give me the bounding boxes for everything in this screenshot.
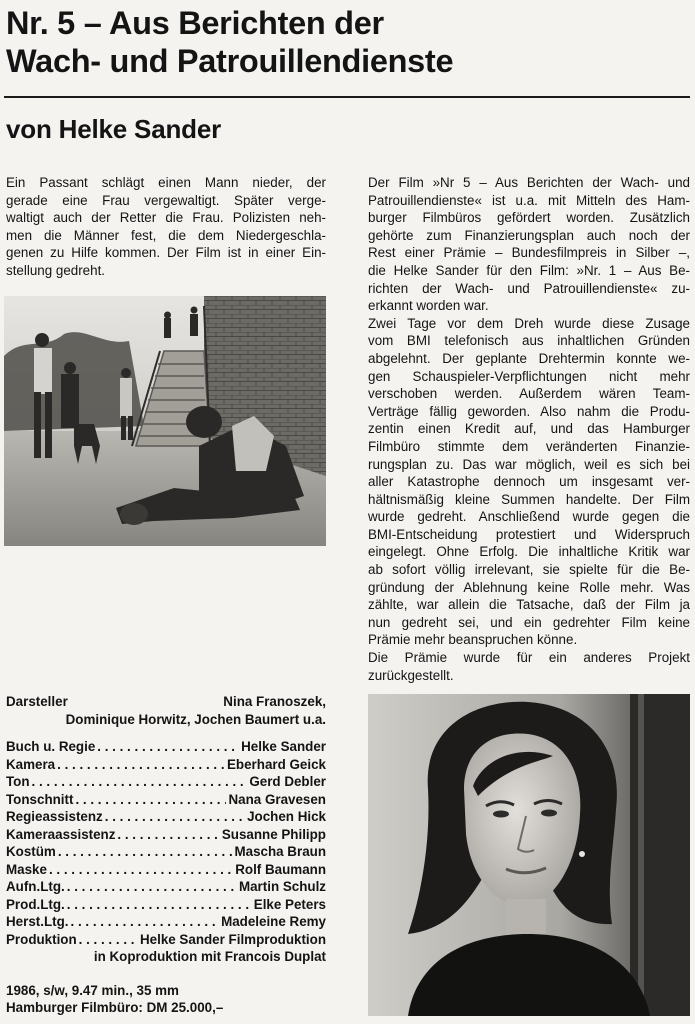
leader-dots: [67, 878, 237, 896]
body-line: richten der Wach- und Patrouillendienste« zu-: [368, 280, 690, 296]
synopsis-line: genen zu Hilfe kommen. Der Film ist in einer Ein-: [6, 245, 326, 261]
body-line: gen Schauspieler-Verpflichtungen nicht mehr: [368, 368, 690, 384]
credit-row: [6, 791, 326, 809]
leader-dots: [117, 826, 219, 844]
credit-row: [6, 738, 326, 756]
credit-row: [6, 948, 326, 966]
cast-row: [6, 711, 326, 729]
cast-row: [6, 693, 326, 711]
leader-dots: [75, 791, 226, 809]
credit-name: Jochen Hick: [247, 809, 326, 824]
body-line: rungsplan zu. Das war möglich, weil es sich bei: [368, 456, 690, 472]
credit-role: Kameraassistenz: [6, 826, 116, 842]
leader-dots: [58, 843, 233, 861]
funding-line: Hamburger Filmbüro: DM 25.000,–: [6, 1000, 224, 1015]
body-line: Zwei Tage vor dem Dreh wurde diese Zusage: [368, 315, 690, 331]
body-text: [368, 174, 690, 684]
body-line: hältnismäßig kleine Summen handelte. Der Film: [368, 491, 690, 507]
body-line: die Helke Sander für den Film: »Nr. 1 – Aus Be-: [368, 262, 690, 278]
credit-name: Mascha Braun: [234, 844, 326, 859]
body-line: vom BMI telefonisch aus inhaltlichen Gründen: [368, 333, 690, 349]
portrait-photo: [368, 694, 690, 1016]
credit-name: Rolf Baumann: [235, 861, 326, 877]
credit-row: [6, 878, 326, 896]
credit-role: Aufn.Ltg.: [6, 879, 65, 894]
leader-dots: [67, 896, 252, 914]
credit-name: Nana Gravesen: [228, 791, 326, 807]
body-line: gehörte zum Finanzierungsplan auch noch der: [368, 227, 690, 243]
portrait-illustration: [368, 694, 690, 1016]
credit-row: [6, 843, 326, 861]
leader-dots: [32, 773, 248, 791]
synopsis-line: waltigt auch der Retter die Frau. Polizisten neh-: [6, 210, 326, 226]
body-line: wurde gedreht. Anschließend wurde gegen die: [368, 509, 690, 525]
credit-role: Prod.Ltg.: [6, 896, 65, 912]
credit-name: Elke Peters: [253, 896, 326, 912]
credit-row: [6, 756, 326, 774]
leader-dots: [79, 931, 138, 949]
film-still-photo: [4, 296, 326, 546]
leader-dots: [105, 808, 245, 826]
film-still-illustration: [4, 296, 326, 546]
cast-label: Darsteller: [6, 694, 68, 709]
body-line: ab sofort völlig irrelevant, sie spielte für die Be-: [368, 562, 690, 578]
body-line: Prämie mehr beanspruchen könne.: [368, 632, 578, 648]
credit-row: [6, 808, 326, 826]
cast-names: Dominique Horwitz, Jochen Baumert u.a.: [65, 711, 326, 727]
author-byline: von Helke Sander: [6, 114, 221, 144]
body-line: Der Film »Nr 5 – Aus Berichten der Wach- und: [368, 175, 690, 190]
credit-name: Helke Sander: [241, 739, 326, 754]
synopsis-line: men die Männer fest, die dem Niedergeschla-: [6, 227, 326, 243]
synopsis-line: stellung gedreht.: [6, 262, 106, 278]
body-line: Patrouillendienste« ist u.a. mit Mitteln des Ham-: [368, 192, 690, 208]
body-line: Filmbüro stimmte dem veränderten Finanzie-: [368, 438, 690, 454]
credit-row: [6, 826, 326, 844]
credit-name: Helke Sander Filmproduktion: [139, 931, 326, 947]
synopsis-line: Ein Passant schlägt einen Mann nieder, der: [6, 175, 326, 190]
credit-name: Martin Schulz: [238, 879, 326, 894]
title-line: Nr. 5 – Aus Berichten der: [6, 5, 384, 41]
body-line: eingelegt. Ohne Erfolg. Die inhaltliche Kritik war: [368, 544, 690, 560]
body-line: verschoben werden. Außerdem wären Team-: [368, 386, 690, 402]
credit-row: [6, 773, 326, 791]
credit-row: [6, 896, 326, 914]
body-line: Verträge fällig geworden. Also nahm die Produ-: [368, 403, 690, 419]
credit-role: Kamera: [6, 756, 56, 772]
credit-name: Eberhard Geick: [227, 756, 326, 772]
credit-row: [6, 931, 326, 949]
credit-row: [6, 861, 326, 879]
credit-role: Buch u. Regie: [6, 739, 96, 754]
leader-dots: [49, 861, 233, 879]
body-line: gründung der Ablehnung keine Rolle mehr. Was: [368, 579, 690, 595]
leader-dots: [97, 738, 239, 756]
credit-name: Madeleine Remy: [221, 914, 326, 929]
title-line: Wach- und Patrouillendienste: [6, 43, 454, 79]
synopsis: [6, 174, 326, 280]
credit-name: Susanne Philipp: [221, 826, 326, 842]
leader-dots: [57, 756, 225, 774]
synopsis-line: gerade eine Frau vergewaltigt. Später verge-: [6, 192, 326, 208]
body-line: zählte, war allein die Tatsache, daß der Film ja: [368, 597, 690, 613]
body-line: nun gedreht sei, und ein gedrehter Film keine: [368, 614, 690, 630]
body-line: zurückgestellt.: [368, 667, 454, 683]
cast-names: Nina Franoszek,: [223, 694, 326, 709]
title-divider: [4, 96, 690, 98]
credit-role: Produktion: [6, 931, 77, 947]
film-facts-line: 1986, s/w, 9.47 min., 35 mm: [6, 982, 179, 998]
credits-block: [6, 693, 326, 1017]
credit-name: Gerd Debler: [249, 774, 326, 789]
credit-role: Ton: [6, 774, 30, 789]
body-line: abgelehnt. Der geplante Drehtermin konnte we-: [368, 350, 690, 366]
body-line: Rest einer Prämie – Bundesfilmpreis in Silber –,: [368, 245, 690, 261]
credit-role: Kostüm: [6, 844, 56, 859]
credit-role: Regieassistenz: [6, 809, 103, 824]
article-title: [6, 4, 686, 80]
body-line: BMI-Entscheidung protestiert und Widerspruch: [368, 526, 690, 542]
credit-name: in Koproduktion mit Francois Duplat: [93, 949, 326, 964]
credit-row: [6, 913, 326, 931]
body-line: aller Katastrophe dennoch um insgesamt ver-: [368, 474, 690, 490]
film-facts: [6, 982, 326, 1017]
credit-role: Herst.Ltg.: [6, 914, 69, 929]
body-line: erkannt worden war.: [368, 298, 489, 314]
body-line: burger Filmbüros gefördert worden. Zusätzlich: [368, 210, 690, 226]
credit-role: Tonschnitt: [6, 791, 74, 807]
body-line: Die Prämie wurde für ein anderes Projekt: [368, 650, 690, 666]
credit-role: Maske: [6, 861, 47, 877]
body-line: zentin einen Kredit auf, und das Hamburger: [368, 421, 690, 437]
leader-dots: [71, 913, 220, 931]
